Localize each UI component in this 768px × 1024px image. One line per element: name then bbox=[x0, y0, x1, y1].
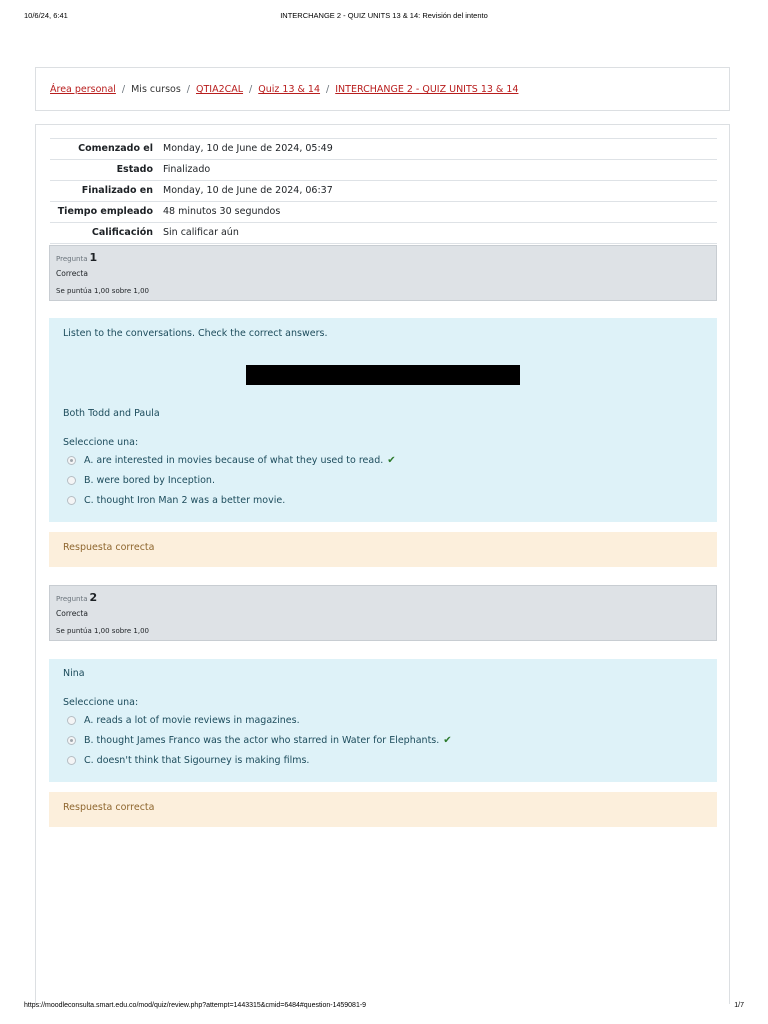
question-label: Pregunta bbox=[56, 595, 88, 603]
question-number-value: 2 bbox=[89, 591, 98, 604]
print-footer bbox=[0, 1002, 768, 1016]
question-number bbox=[56, 591, 97, 604]
question-feedback bbox=[49, 792, 717, 827]
print-page-number: 1/7 bbox=[734, 1002, 744, 1009]
breadcrumb-separator: / bbox=[121, 84, 126, 95]
summary-row bbox=[50, 181, 717, 202]
radio-button[interactable] bbox=[67, 496, 76, 505]
summary-key: Tiempo empleado bbox=[50, 202, 158, 223]
question-number bbox=[56, 251, 97, 264]
attempt-summary-table bbox=[50, 138, 717, 244]
summary-value: Monday, 10 de June de 2024, 06:37 bbox=[158, 181, 717, 202]
answer-option[interactable] bbox=[67, 755, 309, 766]
radio-button[interactable] bbox=[67, 736, 76, 745]
summary-row bbox=[50, 139, 717, 160]
print-header bbox=[0, 0, 768, 28]
answer-option-text: B. were bored by Inception. bbox=[84, 475, 215, 486]
summary-key: Calificación bbox=[50, 223, 158, 244]
question-grade: Se puntúa 1,00 sobre 1,00 bbox=[56, 627, 150, 635]
answer-option[interactable] bbox=[67, 715, 300, 726]
answer-option-text: A. reads a lot of movie reviews in magazines. bbox=[84, 715, 300, 726]
question-label: Pregunta bbox=[56, 255, 88, 263]
breadcrumb-separator: / bbox=[186, 84, 190, 95]
answer-option[interactable] bbox=[67, 735, 452, 746]
radio-button[interactable] bbox=[67, 456, 76, 465]
breadcrumb-separator: / bbox=[249, 84, 253, 95]
radio-button[interactable] bbox=[67, 716, 76, 725]
breadcrumb bbox=[50, 84, 518, 95]
breadcrumb-item-section[interactable]: Quiz 13 & 14 bbox=[258, 84, 321, 95]
print-url: https://moodleconsulta.smart.edu.co/mod/quiz/review.php?attempt=1443315&cmid=6484#question-1459081-9 bbox=[24, 1002, 367, 1009]
select-label: Seleccione una: bbox=[63, 697, 139, 708]
feedback-text: Respuesta correcta bbox=[63, 542, 155, 553]
print-date: 10/6/24, 6:41 bbox=[24, 11, 68, 20]
answer-option-text: A. are interested in movies because of what they used to read. bbox=[84, 455, 384, 466]
question-feedback bbox=[49, 532, 717, 567]
answer-option[interactable] bbox=[67, 455, 396, 466]
question-formulation bbox=[49, 659, 717, 782]
question-info bbox=[49, 245, 717, 301]
feedback-text: Respuesta correcta bbox=[63, 802, 155, 813]
breadcrumb-container bbox=[35, 67, 730, 111]
question-prompt: Nina bbox=[63, 668, 85, 679]
question-info bbox=[49, 585, 717, 641]
summary-value: Finalizado bbox=[158, 160, 717, 181]
summary-row bbox=[50, 160, 717, 181]
summary-key: Finalizado en bbox=[50, 181, 158, 202]
audio-player[interactable] bbox=[246, 365, 520, 385]
question-prompt: Both Todd and Paula bbox=[63, 408, 160, 419]
check-icon: ✔ bbox=[387, 455, 396, 466]
answer-option-text: B. thought James Franco was the actor who starred in Water for Elephants. bbox=[84, 735, 440, 746]
check-icon: ✔ bbox=[443, 735, 452, 746]
select-label: Seleccione una: bbox=[63, 437, 139, 448]
summary-key: Estado bbox=[50, 160, 158, 181]
breadcrumb-item-mis-cursos: Mis cursos bbox=[131, 84, 181, 95]
summary-row bbox=[50, 202, 717, 223]
summary-value: Sin calificar aún bbox=[158, 223, 717, 244]
answer-option-text: C. doesn't think that Sigourney is making films. bbox=[84, 755, 310, 766]
answer-option[interactable] bbox=[67, 495, 285, 506]
question-number-value: 1 bbox=[89, 251, 98, 264]
summary-value: Monday, 10 de June de 2024, 05:49 bbox=[158, 139, 717, 160]
summary-key: Comenzado el bbox=[50, 139, 158, 160]
question-state: Correcta bbox=[56, 269, 88, 278]
radio-button[interactable] bbox=[67, 476, 76, 485]
breadcrumb-item-course[interactable]: QTIA2CAL bbox=[195, 84, 244, 95]
question-grade: Se puntúa 1,00 sobre 1,00 bbox=[56, 287, 150, 295]
breadcrumb-separator: / bbox=[326, 84, 330, 95]
breadcrumb-item-area-personal[interactable]: Área personal bbox=[50, 84, 116, 95]
question-formulation bbox=[49, 318, 717, 522]
question-instruction: Listen to the conversations. Check the correct answers. bbox=[63, 328, 328, 339]
summary-row bbox=[50, 223, 717, 244]
answer-option[interactable] bbox=[67, 475, 215, 486]
summary-value: 48 minutos 30 segundos bbox=[158, 202, 717, 223]
answer-option-text: C. thought Iron Man 2 was a better movie. bbox=[84, 495, 286, 506]
print-title: INTERCHANGE 2 - QUIZ UNITS 13 & 14: Revisión del intento bbox=[280, 11, 488, 20]
breadcrumb-item-quiz[interactable]: INTERCHANGE 2 - QUIZ UNITS 13 & 14 bbox=[335, 84, 519, 95]
question-state: Correcta bbox=[56, 609, 88, 618]
radio-button[interactable] bbox=[67, 756, 76, 765]
